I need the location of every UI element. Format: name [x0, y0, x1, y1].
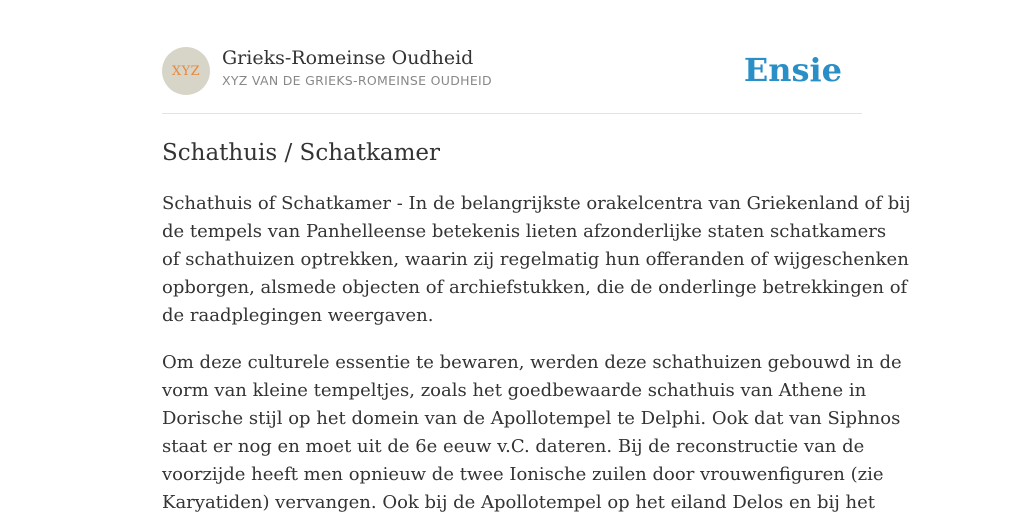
paragraph-line: opborgen, alsmede objecten of archiefstukken, die de onderlinge betrekkingen of [162, 277, 908, 298]
paragraph-line: Karyatiden) vervangen. Ook bij de Apollotempel op het eiland Delos en bij het [162, 492, 876, 512]
paragraph-line: Dorische stijl op het domein van de Apollotempel te Delphi. Ook dat van Siphnos [162, 408, 901, 429]
header-divider [162, 113, 862, 114]
source-avatar[interactable]: XYZ [162, 47, 210, 95]
paragraph-line: vorm van kleine tempeltjes, zoals het goedbewaarde schathuis van Athene in [162, 380, 867, 401]
paragraph-line: Schathuis of Schatkamer - In de belangrijkste orakelcentra van Griekenland of bij [162, 193, 911, 214]
paragraph-line: of schathuizen optrekken, waarin zij regelmatig hun offeranden of wijgeschenken [162, 249, 909, 270]
paragraph-line: staat er nog en moet uit de 6e eeuw v.C. dateren. Bij de reconstructie van de [162, 436, 865, 457]
source-title-block [222, 46, 492, 90]
article-body [162, 190, 911, 512]
article-title: Schathuis / Schatkamer [162, 140, 441, 166]
paragraph-line: de tempels van Panhelleense betekenis lieten afzonderlijke staten schatkamers [162, 221, 887, 242]
paragraph-line: Om deze culturele essentie te bewaren, werden deze schathuizen gebouwd in de [162, 352, 902, 373]
paragraph-line: de raadplegingen weergaven. [162, 305, 434, 326]
source-title-link[interactable]: Grieks-Romeinse Oudheid [222, 47, 474, 69]
brand-logo[interactable]: Ensie [743, 51, 842, 89]
header [162, 46, 862, 96]
source-subtitle: XYZ VAN DE GRIEKS-ROMEINSE OUDHEID [222, 73, 492, 88]
article-paragraph-2 [162, 349, 902, 512]
paragraph-line: voorzijde heeft men opnieuw de twee Ionische zuilen door vrouwenfiguren (zie [162, 464, 884, 485]
article-paragraph-1 [162, 190, 911, 330]
